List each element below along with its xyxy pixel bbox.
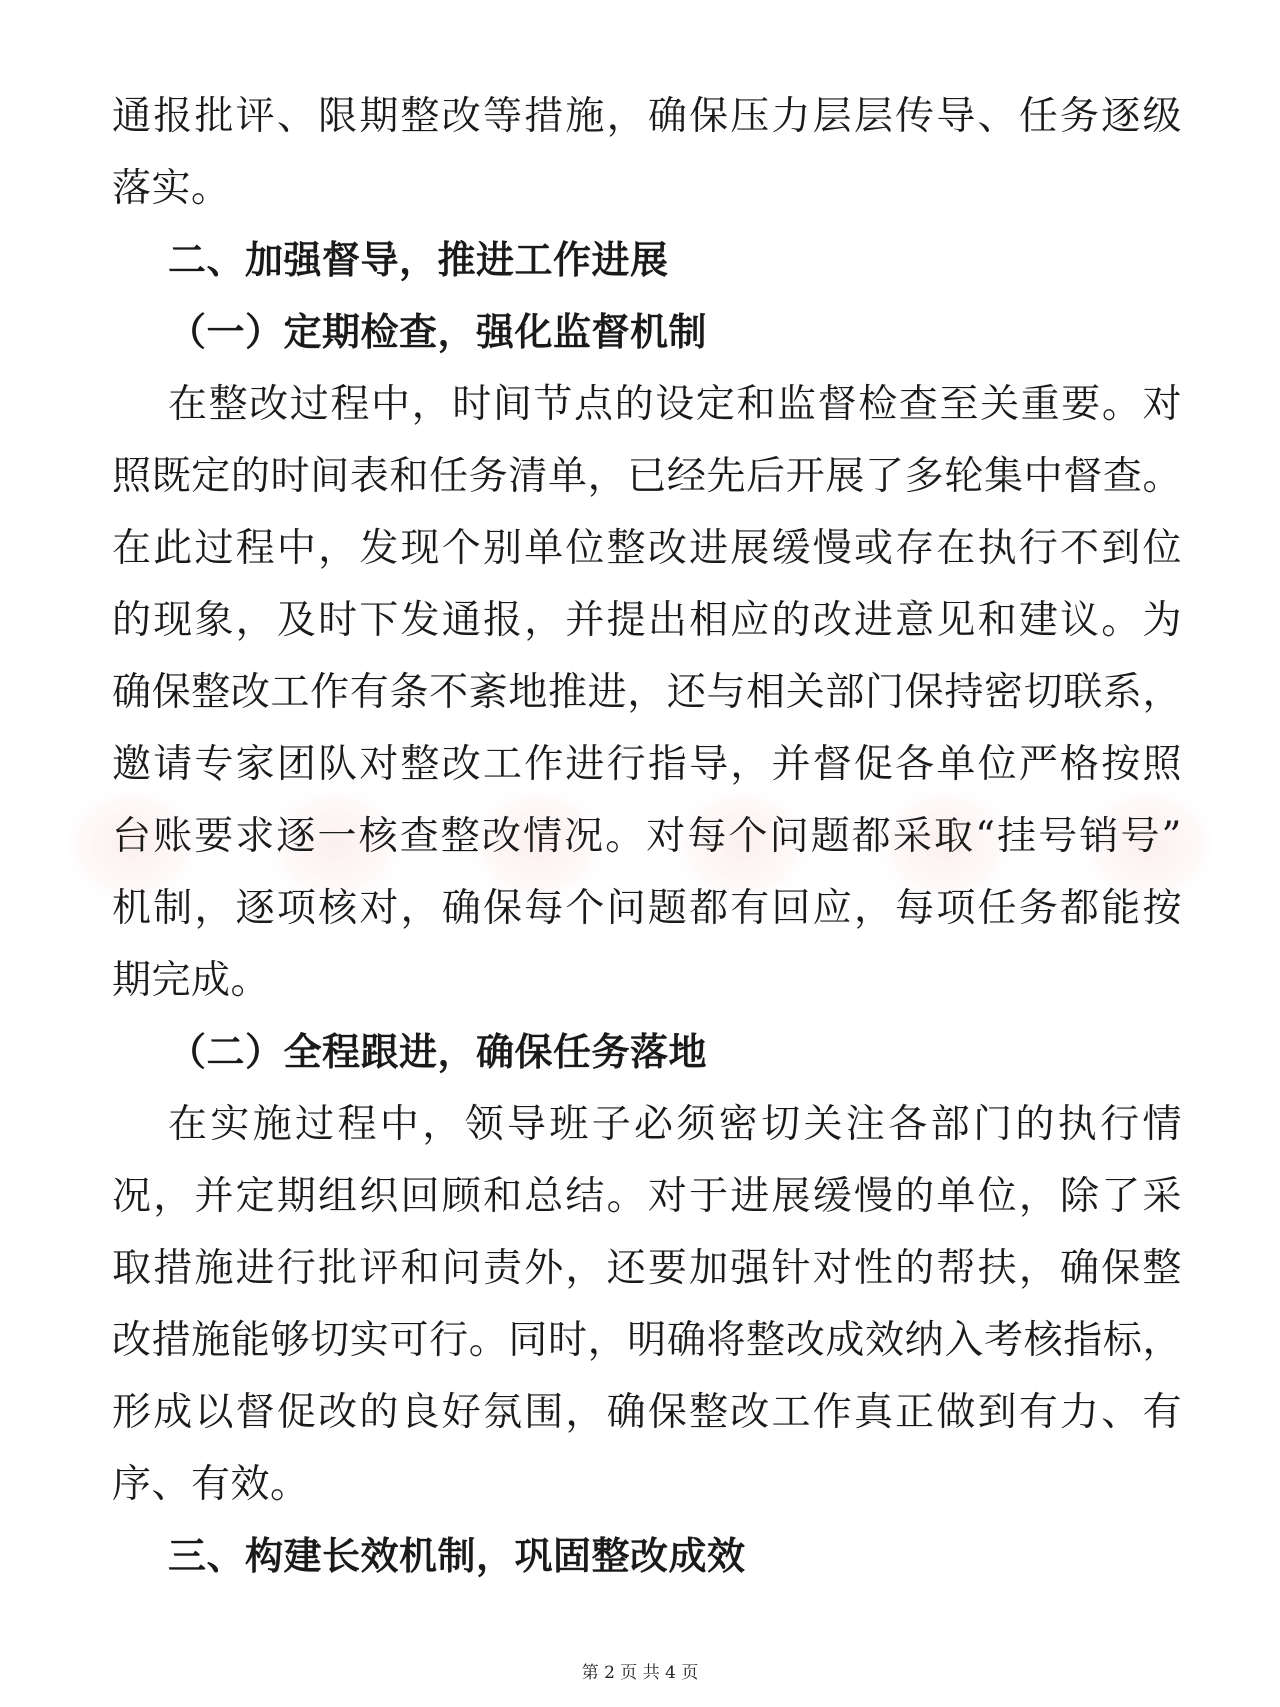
paragraph-line: 改措施能够切实可行。同时，明确将整改成效纳入考核指标， [112, 1318, 1182, 1363]
paragraph-line: 形成以督促改的良好氛围，确保整改工作真正做到有力、有 [112, 1390, 1182, 1435]
paragraph-line: 确保整改工作有条不紊地推进，还与相关部门保持密切联系， [112, 670, 1182, 715]
subsection-heading: （一）定期检查，强化监督机制 [168, 310, 708, 354]
paragraph-line: 照既定的时间表和任务清单，已经先后开展了多轮集中督查。 [112, 454, 1182, 499]
paragraph-line: 在实施过程中，领导班子必须密切关注各部门的执行情 [168, 1102, 1182, 1147]
paragraph-line: 取措施进行批评和问责外，还要加强针对性的帮扶，确保整 [112, 1246, 1182, 1291]
subsection-heading: （二）全程跟进，确保任务落地 [168, 1030, 708, 1074]
paragraph-line: 的现象，及时下发通报，并提出相应的改进意见和建议。为 [112, 598, 1182, 643]
paragraph-line: 通报批评、限期整改等措施，确保压力层层传导、任务逐级 [112, 94, 1182, 139]
paragraph-line: 期完成。 [112, 958, 271, 1003]
paragraph-line: 在整改过程中，时间节点的设定和监督检查至关重要。对 [168, 382, 1182, 427]
paragraph-line: 在此过程中，发现个别单位整改进展缓慢或存在执行不到位 [112, 526, 1182, 571]
paragraph-line: 落实。 [112, 166, 231, 211]
section-heading: 三、构建长效机制，巩固整改成效 [168, 1534, 746, 1578]
page-number: 第 2 页 共 4 页 [581, 1663, 699, 1683]
document-body [112, 94, 1182, 1610]
paragraph-line: 序、有效。 [112, 1462, 310, 1507]
paragraph-line: 况，并定期组织回顾和总结。对于进展缓慢的单位，除了采 [112, 1174, 1182, 1219]
section-heading: 二、加强督导，推进工作进展 [168, 238, 669, 282]
paragraph-line: 机制，逐项核对，确保每个问题都有回应，每项任务都能按 [112, 886, 1182, 931]
paragraph-line: 台账要求逐一核查整改情况。对每个问题都采取“挂号销号” [112, 814, 1182, 859]
paragraph-line: 邀请专家团队对整改工作进行指导，并督促各单位严格按照 [112, 742, 1182, 787]
